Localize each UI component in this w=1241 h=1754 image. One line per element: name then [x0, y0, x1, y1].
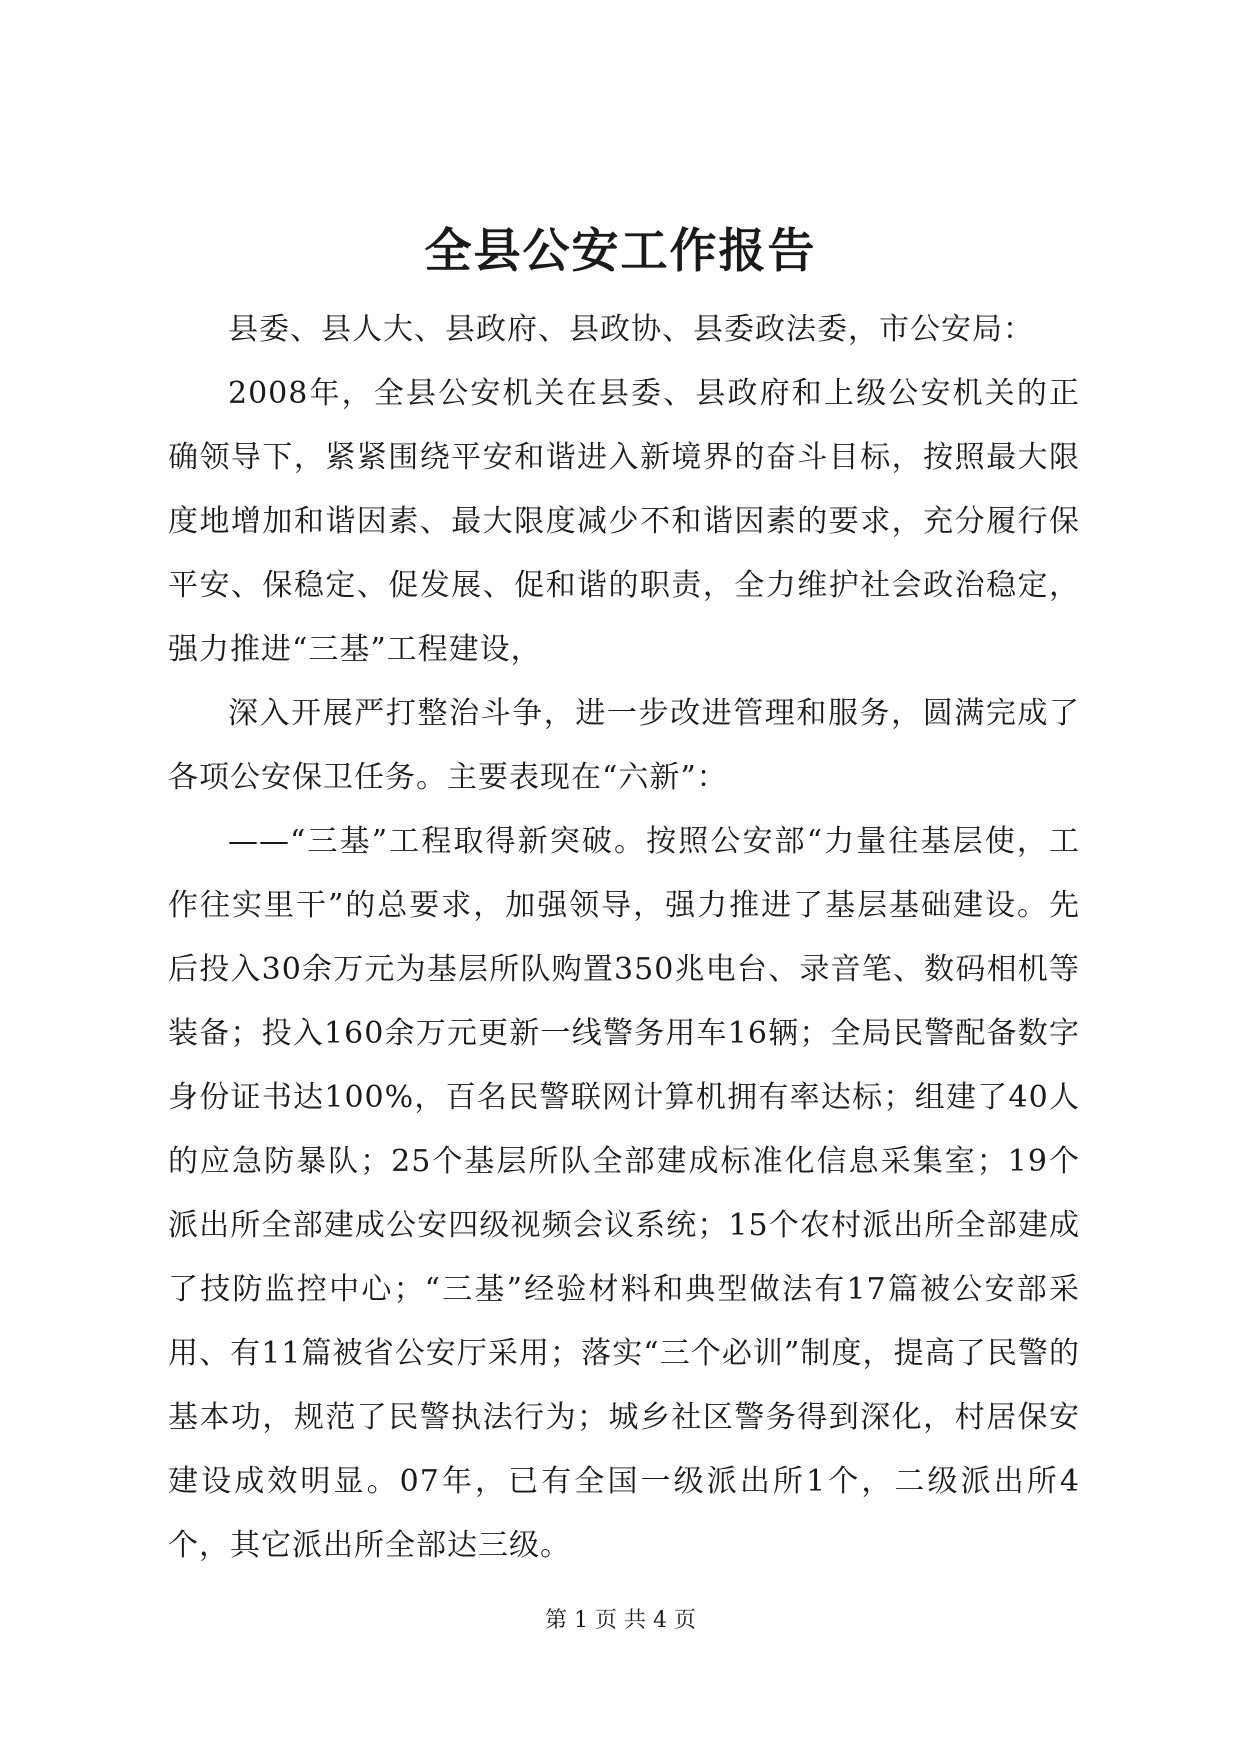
body-paragraph: 深入开展严打整治斗争，进一步改进管理和服务，圆满完成了各项公安保卫任务。主要表现在“六新”：: [168, 696, 1080, 795]
body-paragraph: ——“三基”工程取得新突破。按照公安部“力量往基层使，工作往实里干”的总要求，加强领导，强力推进了基层基础建设。先后投入30余万元为基层所队购置350兆电台、录音笔、数码相机等装备；投入160余万元更新一线警务用车16辆；全局民警配备数字身份证书达100%，百名民警联网计算机拥有率达标；组建了40人的应急防暴队；25个基层所队全部建成标准化信息采集室；19个派出所全部建成公安四级视频会议系统；15个农村派出所全部建成了技防监控中心；“三基”经验材料和典型做法有17篇被公安部采用、有11篇被省公安厅采用；落实“三个必训”制度，提高了民警的基本功，规范了民警执法行为；城乡社区警务得到深化，村居保安建设成效明显。07年，已有全国一级派出所1个，二级派出所4个，其它派出所全部达三级。: [168, 824, 1080, 1563]
page-title: 全县公安工作报告: [424, 224, 817, 279]
salutation-paragraph: 县委、县人大、县政府、县政协、县委政法委，市公安局：: [228, 312, 1034, 347]
page-number-footer: 第 1 页 共 4 页: [545, 1608, 696, 1633]
document-body: [168, 298, 1080, 1578]
body-paragraph: 2008年，全县公安机关在县委、县政府和上级公安机关的正确领导下，紧紧围绕平安和谐进入新境界的奋斗目标，按照最大限度地增加和谐因素、最大限度减少不和谐因素的要求，充分履行保平安、保稳定、促发展、促和谐的职责，全力维护社会政治稳定，强力推进“三基”工程建设，: [168, 376, 1080, 667]
